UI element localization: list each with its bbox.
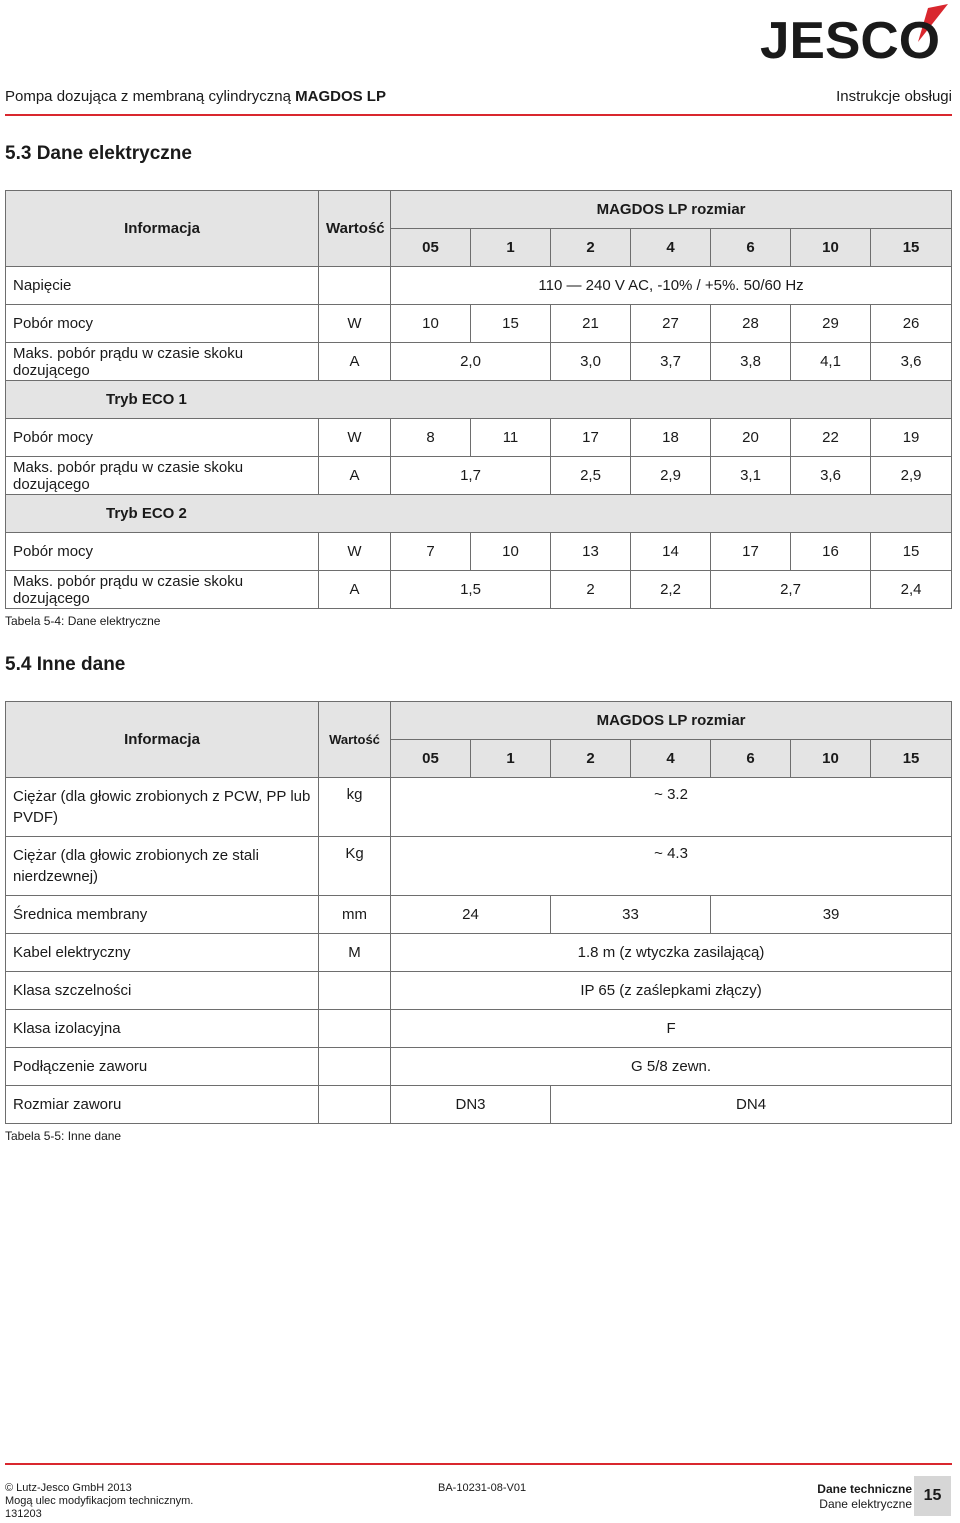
table-row (6, 896, 952, 934)
size-header: 4 (631, 229, 711, 267)
table-cell: 8 (391, 419, 471, 457)
table-cell: 10 (391, 305, 471, 343)
table-cell: 18 (631, 419, 711, 457)
table-row (6, 381, 952, 419)
table-cell: ~ 4.3 (391, 837, 952, 896)
row-label: Klasa izolacyjna (6, 1010, 319, 1048)
table-row (6, 837, 952, 896)
table-cell: 3,7 (631, 343, 711, 381)
table-cell: 2,0 (391, 343, 551, 381)
table-cell: 13 (551, 533, 631, 571)
row-unit: Kg (319, 837, 391, 896)
table-cell: 3,6 (871, 343, 952, 381)
section-title-electrical: 5.3 Dane elektryczne (5, 143, 192, 164)
header-size-group: MAGDOS LP rozmiar (391, 191, 952, 229)
table-caption-electrical: Tabela 5-4: Dane elektryczne (5, 614, 161, 628)
table-cell: 10 (471, 533, 551, 571)
size-header: 4 (631, 740, 711, 778)
row-unit: W (319, 305, 391, 343)
table-cell: 3,0 (551, 343, 631, 381)
table-cell: G 5/8 zewn. (391, 1048, 952, 1086)
table-cell: 4,1 (791, 343, 871, 381)
table-cell: 2 (551, 571, 631, 609)
table-row (6, 457, 952, 495)
table-cell: 16 (791, 533, 871, 571)
table-cell: 29 (791, 305, 871, 343)
table-cell: 2,9 (631, 457, 711, 495)
size-header: 2 (551, 229, 631, 267)
row-unit (319, 267, 391, 305)
table-cell: ~ 3.2 (391, 778, 952, 837)
table-cell: F (391, 1010, 952, 1048)
table-row (6, 419, 952, 457)
row-unit: A (319, 343, 391, 381)
table-cell: 1,7 (391, 457, 551, 495)
table-row (6, 495, 952, 533)
table-cell: DN4 (551, 1086, 952, 1124)
row-unit: A (319, 457, 391, 495)
size-header: 15 (871, 229, 952, 267)
table-cell: 33 (551, 896, 711, 934)
size-header: 10 (791, 740, 871, 778)
table-cell: 15 (471, 305, 551, 343)
document-type: Instrukcje obsługi (836, 88, 952, 105)
row-unit: kg (319, 778, 391, 837)
table-cell: 17 (551, 419, 631, 457)
modification-note: Mogą ulec modyfikacjom technicznym. (5, 1495, 194, 1507)
table-cell: 17 (711, 533, 791, 571)
table-row (6, 778, 952, 837)
eco2-mode-header: Tryb ECO 2 (6, 495, 952, 533)
table-row (6, 267, 952, 305)
footer-left (5, 1482, 193, 1521)
header-divider (5, 114, 952, 116)
jesco-logo (758, 2, 950, 62)
size-header: 05 (391, 740, 471, 778)
row-unit (319, 1010, 391, 1048)
table-row (6, 533, 952, 571)
row-unit: mm (319, 896, 391, 934)
row-label: Ciężar (dla głowic zrobionych z PCW, PP lub PVDF) (6, 778, 319, 837)
table-cell: 2,9 (871, 457, 952, 495)
table-cell: 21 (551, 305, 631, 343)
header-value: Wartość (319, 191, 391, 267)
chapter-name: Dane techniczne (817, 1482, 912, 1496)
row-label: Ciężar (dla głowic zrobionych ze stali nierdzewnej) (6, 837, 319, 896)
size-header: 2 (551, 740, 631, 778)
table-cell: 2,7 (711, 571, 871, 609)
row-label: Napięcie (6, 267, 319, 305)
table-cell: 2,4 (871, 571, 952, 609)
header-info: Informacja (6, 191, 319, 267)
row-unit: W (319, 533, 391, 571)
table-cell: 3,1 (711, 457, 791, 495)
table-cell: 7 (391, 533, 471, 571)
row-label: Kabel elektryczny (6, 934, 319, 972)
table-cell: 24 (391, 896, 551, 934)
row-label: Maks. pobór prądu w czasie skoku dozującego (6, 457, 319, 495)
product-name: MAGDOS LP (295, 88, 386, 105)
row-unit (319, 1048, 391, 1086)
row-label: Rozmiar zaworu (6, 1086, 319, 1124)
table-cell: 11 (471, 419, 551, 457)
row-unit (319, 1086, 391, 1124)
table-row (6, 1010, 952, 1048)
subchapter-name: Dane elektryczne (819, 1497, 912, 1511)
row-label: Pobór mocy (6, 419, 319, 457)
table-cell: DN3 (391, 1086, 551, 1124)
table-row (6, 571, 952, 609)
table-cell: 27 (631, 305, 711, 343)
document-id: BA-10231-08-V01 (438, 1482, 527, 1494)
size-header: 6 (711, 740, 791, 778)
table-row (6, 343, 952, 381)
size-header: 1 (471, 229, 551, 267)
row-unit: M (319, 934, 391, 972)
page-number: 15 (914, 1476, 951, 1516)
footer-right (817, 1482, 912, 1512)
header-info: Informacja (6, 702, 319, 778)
row-label: Średnica membrany (6, 896, 319, 934)
size-header: 05 (391, 229, 471, 267)
electrical-data-table (5, 190, 952, 609)
header-size-group: MAGDOS LP rozmiar (391, 702, 952, 740)
row-unit (319, 972, 391, 1010)
table-cell: 20 (711, 419, 791, 457)
document-title: Pompa dozująca z membraną cylindryczną MAGDOS LP (5, 88, 386, 105)
size-header: 1 (471, 740, 551, 778)
size-header: 6 (711, 229, 791, 267)
section-title-other: 5.4 Inne dane (5, 654, 126, 675)
size-header: 10 (791, 229, 871, 267)
table-row (6, 1086, 952, 1124)
eco1-mode-header: Tryb ECO 1 (6, 381, 952, 419)
row-label: Maks. pobór prądu w czasie skoku dozującego (6, 571, 319, 609)
table-cell: 19 (871, 419, 952, 457)
table-cell: 1,5 (391, 571, 551, 609)
table-cell: 28 (711, 305, 791, 343)
row-label: Klasa szczelności (6, 972, 319, 1010)
footer-code: 131203 (5, 1508, 42, 1520)
other-data-table (5, 701, 952, 1124)
table-row (6, 305, 952, 343)
table-cell: 22 (791, 419, 871, 457)
table-cell: 15 (871, 533, 952, 571)
header-value: Wartość (319, 702, 391, 778)
svg-text:JESCO: JESCO (760, 12, 940, 62)
copyright: © Lutz-Jesco GmbH 2013 (5, 1482, 132, 1494)
table-cell: 39 (711, 896, 952, 934)
size-header: 15 (871, 740, 952, 778)
voltage-value: 110 — 240 V AC, -10% / +5%. 50/60 Hz (391, 267, 952, 305)
table-cell: 1.8 m (z wtyczka zasilającą) (391, 934, 952, 972)
table-cell: 3,6 (791, 457, 871, 495)
table-cell: 3,8 (711, 343, 791, 381)
table-cell: 14 (631, 533, 711, 571)
row-label: Pobór mocy (6, 533, 319, 571)
table-cell: 26 (871, 305, 952, 343)
table-caption-other: Tabela 5-5: Inne dane (5, 1129, 122, 1143)
row-label: Podłączenie zaworu (6, 1048, 319, 1086)
row-unit: W (319, 419, 391, 457)
row-label: Pobór mocy (6, 305, 319, 343)
row-label: Maks. pobór prądu w czasie skoku dozującego (6, 343, 319, 381)
table-cell: 2,2 (631, 571, 711, 609)
table-row (6, 934, 952, 972)
table-cell: 2,5 (551, 457, 631, 495)
table-row (6, 1048, 952, 1086)
footer-divider (5, 1463, 952, 1465)
table-cell: IP 65 (z zaślepkami złączy) (391, 972, 952, 1010)
table-row (6, 972, 952, 1010)
row-unit: A (319, 571, 391, 609)
